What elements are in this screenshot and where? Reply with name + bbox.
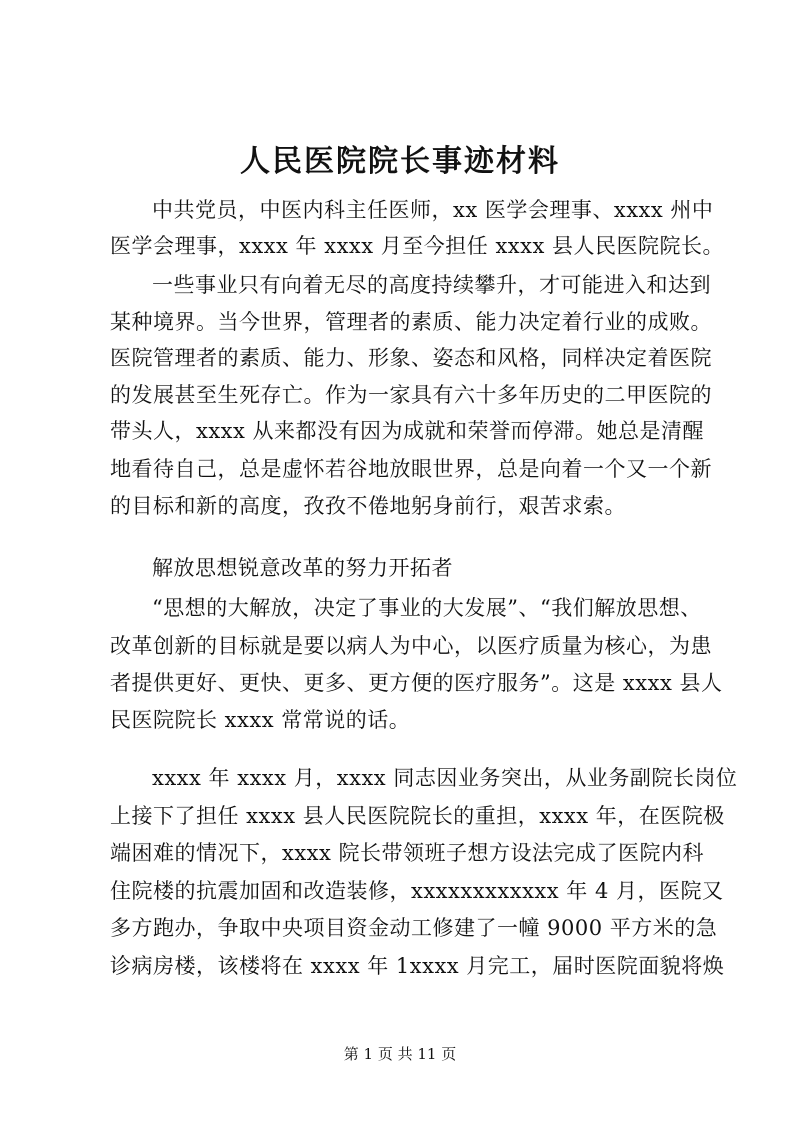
text-line: 诊病房楼，该楼将在 xxxx 年 1xxxx 月完工，届时医院面貌将焕: [110, 954, 725, 978]
text-line: 的目标和新的高度，孜孜不倦地躬身前行，艰苦求索。: [110, 494, 626, 518]
text-line: 多方跑办，争取中央项目资金动工修建了一幢 9000 平方米的急: [110, 916, 718, 940]
text-line: 改革创新的目标就是要以病人为中心，以医疗质量为核心，为患: [110, 634, 712, 658]
text-line: 医学会理事，xxxx 年 xxxx 月至今担任 xxxx 县人民医院院长。: [110, 234, 724, 258]
text-line: 民医院院长 xxxx 常常说的话。: [110, 708, 411, 732]
text-line: 上接下了担任 xxxx 县人民医院院长的重担，xxxx 年，在医院极: [110, 804, 725, 828]
text-line: xxxx 年 xxxx 月，xxxx 同志因业务突出，从业务副院长岗位: [152, 766, 738, 790]
text-line: “思想的大解放，决定了事业的大发展”、“我们解放思想、: [152, 596, 702, 620]
text-line: 端困难的情况下，xxxx 院长带领班子想方设法完成了医院内科: [110, 841, 705, 865]
text-line: 者提供更好、更快、更多、更方便的医疗服务”。这是 xxxx 县人: [110, 671, 723, 695]
document-title: 人民医院院长事迹材料: [240, 144, 560, 179]
text-line: 医院管理者的素质、能力、形象、姿态和风格，同样决定着医院: [110, 346, 712, 370]
text-line: 某种境界。当今世界，管理者的素质、能力决定着行业的成败。: [110, 310, 712, 334]
section-heading: 解放思想锐意改革的努力开拓者: [152, 556, 453, 580]
page-number: 第 1 页 共 11 页: [343, 1045, 457, 1063]
text-line: 带头人，xxxx 从来都没有因为成就和荣誉而停滞。她总是清醒: [110, 419, 705, 443]
text-line: 的发展甚至生死存亡。作为一家具有六十多年历史的二甲医院的: [110, 383, 712, 407]
text-line: 住院楼的抗震加固和改造装修，xxxxxxxxxxxx 年 4 月，医院又: [110, 879, 724, 903]
text-line: 中共党员，中医内科主任医师，xx 医学会理事、xxxx 州中: [152, 198, 714, 222]
text-line: 一些事业只有向着无尽的高度持续攀升，才可能进入和达到: [152, 273, 711, 297]
text-line: 地看待自己，总是虚怀若谷地放眼世界，总是向着一个又一个新: [110, 457, 712, 481]
